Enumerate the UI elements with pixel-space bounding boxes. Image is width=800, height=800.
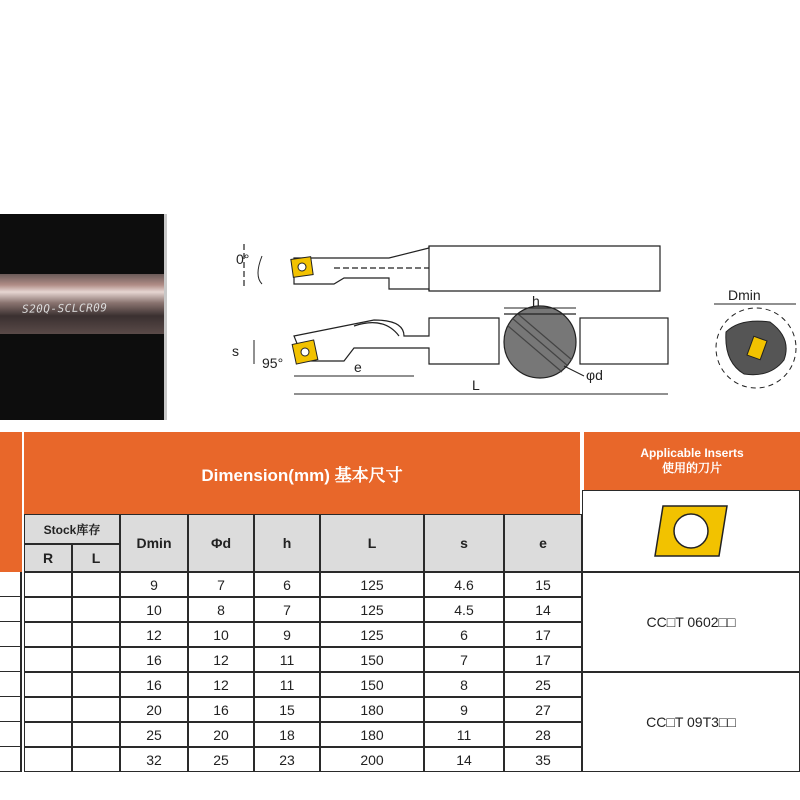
table-cell: 20 — [120, 697, 188, 722]
stock-l-cell — [72, 672, 120, 697]
angle-side-label: 95° — [262, 355, 284, 371]
table-cell: 16 — [120, 672, 188, 697]
stock-r-header: R — [24, 544, 72, 572]
table-row-stub — [0, 747, 22, 772]
table-cell: 17 — [504, 647, 582, 672]
table-cell: 35 — [504, 747, 582, 772]
table-cell: 150 — [320, 672, 424, 697]
table-row-stub — [0, 697, 22, 722]
table-cell: 12 — [188, 672, 254, 697]
specs-table — [0, 432, 800, 800]
dim-s-label: s — [232, 343, 239, 359]
table-cell: 12 — [188, 647, 254, 672]
cross-section — [504, 306, 576, 378]
technical-drawing — [214, 236, 684, 406]
inserts-header — [584, 432, 800, 490]
stock-l-cell — [72, 597, 120, 622]
stock-l-cell — [72, 747, 120, 772]
inserts-header-cn: 使用的刀片 — [661, 461, 722, 475]
table-cell: 8 — [188, 597, 254, 622]
table-row-stub — [0, 672, 22, 697]
table-cell: 14 — [504, 597, 582, 622]
table-row-stub — [0, 647, 22, 672]
stock-l-cell — [72, 722, 120, 747]
table-cell: 4.5 — [424, 597, 504, 622]
stock-r-cell — [24, 722, 72, 747]
col-L-header: L — [320, 514, 424, 572]
table-cell: 27 — [504, 697, 582, 722]
table-cell: 15 — [504, 572, 582, 597]
stock-l-cell — [72, 622, 120, 647]
table-row-stub — [0, 597, 22, 622]
table-cell: 125 — [320, 572, 424, 597]
stock-r-cell — [24, 572, 72, 597]
dmin-label: Dmin — [728, 287, 761, 303]
table-cell: 28 — [504, 722, 582, 747]
stock-r-cell — [24, 672, 72, 697]
table-cell: 12 — [120, 622, 188, 647]
stock-r-cell — [24, 697, 72, 722]
stock-header: Stock库存 — [24, 514, 120, 544]
table-row-stub — [0, 622, 22, 647]
table-cell: 11 — [254, 672, 320, 697]
side-view — [294, 318, 668, 364]
inserts-header-en: Applicable Inserts — [640, 446, 744, 460]
col-dmin-header: Dmin — [120, 514, 188, 572]
dim-e-label: e — [354, 359, 362, 375]
table-cell: 11 — [254, 647, 320, 672]
product-photo — [0, 214, 167, 420]
stock-r-cell — [24, 747, 72, 772]
table-cell: 10 — [188, 622, 254, 647]
table-cell: 25 — [504, 672, 582, 697]
insert-image-cell — [582, 490, 800, 572]
table-cell: 32 — [120, 747, 188, 772]
dim-d-label: φd — [586, 367, 603, 383]
dim-L-label: L — [472, 377, 480, 393]
col-d-header: Φd — [188, 514, 254, 572]
table-cell: 6 — [424, 622, 504, 647]
table-cell: 8 — [424, 672, 504, 697]
table-cell: 25 — [188, 747, 254, 772]
table-cell: 150 — [320, 647, 424, 672]
table-cell: 23 — [254, 747, 320, 772]
insert-group-1: CC□T 0602□□ — [582, 572, 800, 672]
table-cell: 15 — [254, 697, 320, 722]
table-cell: 20 — [188, 722, 254, 747]
col-h-header: h — [254, 514, 320, 572]
table-left-header — [0, 432, 22, 572]
table-cell: 125 — [320, 622, 424, 647]
table-cell: 180 — [320, 697, 424, 722]
table-cell: 9 — [424, 697, 504, 722]
stock-l-cell — [72, 572, 120, 597]
bar-engraving: S20Q-SCLCR09 — [21, 301, 108, 316]
table-cell: 9 — [254, 622, 320, 647]
table-cell: 7 — [424, 647, 504, 672]
table-cell: 17 — [504, 622, 582, 647]
table-cell: 16 — [188, 697, 254, 722]
table-cell: 25 — [120, 722, 188, 747]
table-row-stub — [0, 572, 22, 597]
col-s-header: s — [424, 514, 504, 572]
stock-l-cell — [72, 647, 120, 672]
table-cell: 125 — [320, 597, 424, 622]
table-cell: 180 — [320, 722, 424, 747]
table-cell: 200 — [320, 747, 424, 772]
table-cell: 6 — [254, 572, 320, 597]
table-cell: 7 — [254, 597, 320, 622]
table-cell: 18 — [254, 722, 320, 747]
col-e-header: e — [504, 514, 582, 572]
dim-h-label: h — [532, 293, 540, 309]
stock-r-cell — [24, 622, 72, 647]
dimension-header: Dimension(mm) 基本尺寸 — [24, 432, 580, 514]
stock-r-cell — [24, 597, 72, 622]
table-cell: 9 — [120, 572, 188, 597]
table-cell: 11 — [424, 722, 504, 747]
table-cell: 16 — [120, 647, 188, 672]
angle-top-label: 0° — [236, 251, 250, 267]
stock-l-header: L — [72, 544, 120, 572]
table-row-stub — [0, 722, 22, 747]
table-cell: 14 — [424, 747, 504, 772]
stock-r-cell — [24, 647, 72, 672]
table-cell: 10 — [120, 597, 188, 622]
dmin-detail — [700, 282, 800, 392]
stock-l-cell — [72, 697, 120, 722]
table-cell: 4.6 — [424, 572, 504, 597]
insert-icon — [649, 502, 733, 560]
insert-group-2: CC□T 09T3□□ — [582, 672, 800, 772]
table-cell: 7 — [188, 572, 254, 597]
